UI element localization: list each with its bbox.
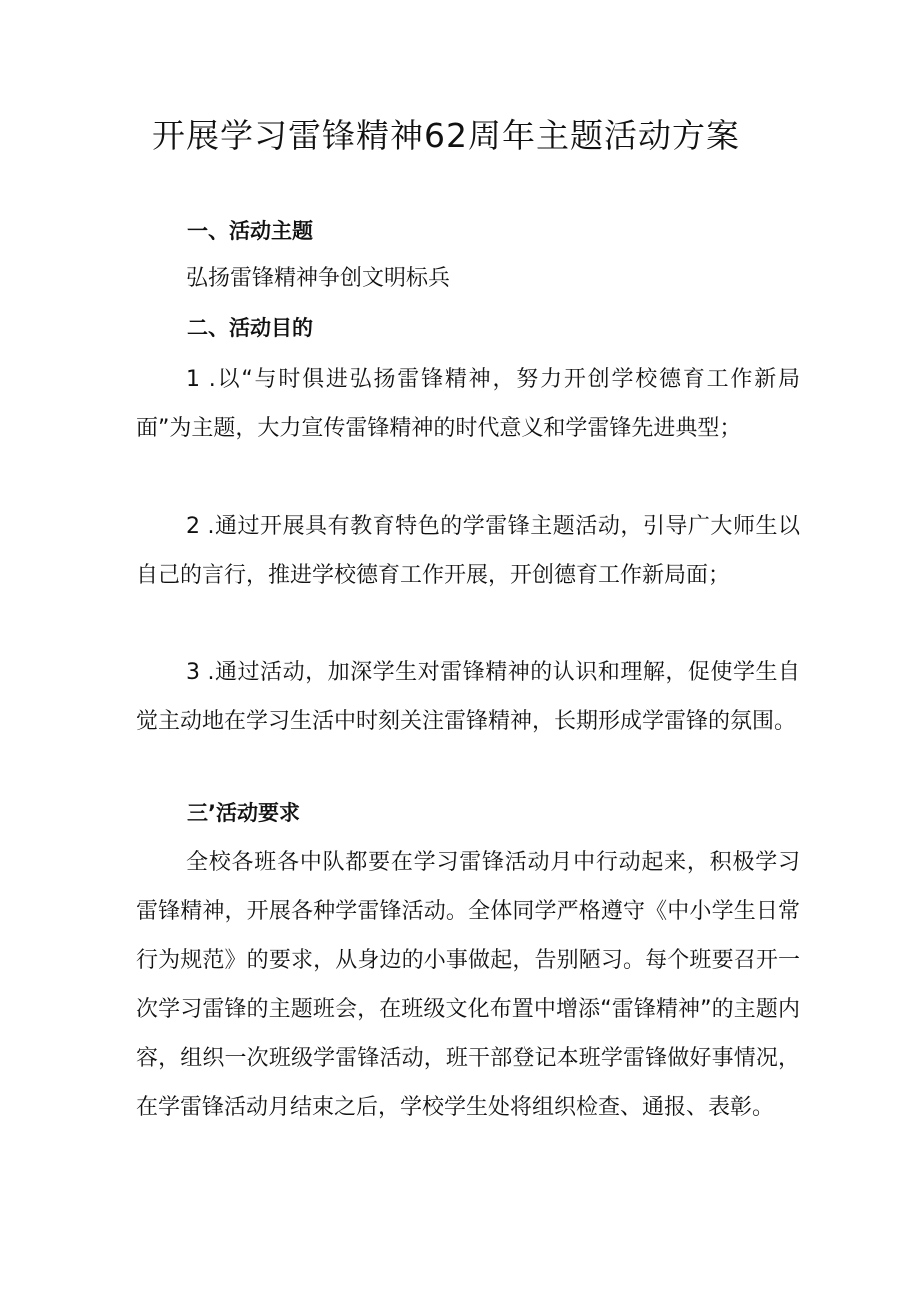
section-3-text: 全校各班各中队都要在学习雷锋活动月中行动起来，积极学习雷锋精神，开展各种学雷锋活动。全体同学严格遵守《中小学生日常行为规范》的要求，从身边的小事做起，告别陋习。每个班要召开一次学习雷锋的主题班会，在班级文化布置中增添“雷锋精神”的主题内容，组织一次班级学雷锋活动，班干部登记本班学雷锋做好事情况，在学雷锋活动月结束之后，学校学生处将组织检查、通报、表彰。 (136, 850, 800, 1120)
section-1-text: 弘扬雷锋精神争创文明标兵 (186, 266, 451, 291)
document-title: 开展学习雷锋精神62周年主题活动方案 (152, 116, 740, 155)
section-1-heading: 一、活动主题 (187, 219, 313, 243)
objective-item-2: 2 .通过开展具有教育特色的学雷锋主题活动，引导广大师生以自己的言行，推进学校德育工作开展，开创德育工作新局面； (136, 514, 800, 588)
objective-item-1: 1 .以“与时俱进弘扬雷锋精神，努力开创学校德育工作新局面”为主题，大力宣传雷锋精神的时代意义和学雷锋先进典型； (136, 367, 800, 441)
section-2-heading: 二、活动目的 (187, 316, 313, 340)
objective-item-3: 3 .通过活动，加深学生对雷锋精神的认识和理解，促使学生自觉主动地在学习生活中时刻关注雷锋精神，长期形成学雷锋的氛围。 (136, 660, 800, 734)
section-3-heading: 三’活动要求 (187, 801, 300, 825)
